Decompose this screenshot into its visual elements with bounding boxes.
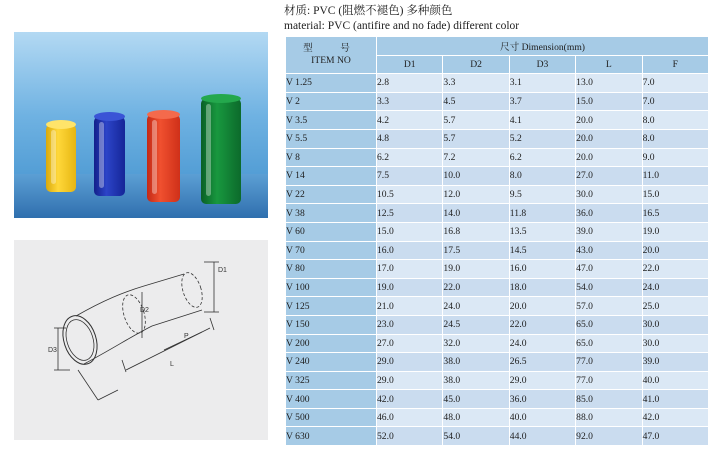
f-cell: 15.0 xyxy=(642,185,708,204)
l-cell: 54.0 xyxy=(576,278,642,297)
col-d2-header: D2 xyxy=(443,55,509,74)
f-cell: 30.0 xyxy=(642,334,708,353)
item-cell: V 2 xyxy=(286,92,377,111)
d1-cell: 29.0 xyxy=(377,371,443,390)
f-cell: 9.0 xyxy=(642,148,708,167)
d3-cell: 3.1 xyxy=(509,74,575,93)
d1-cell: 2.8 xyxy=(377,74,443,93)
item-cell: V 22 xyxy=(286,185,377,204)
table-row xyxy=(286,74,709,93)
table-row xyxy=(286,297,709,316)
d1-cell: 17.0 xyxy=(377,260,443,279)
d3-cell: 6.2 xyxy=(509,148,575,167)
item-cell: V 125 xyxy=(286,297,377,316)
d1-cell: 19.0 xyxy=(377,278,443,297)
item-cell: V 100 xyxy=(286,278,377,297)
d1-cell: 27.0 xyxy=(377,334,443,353)
label-l: L xyxy=(170,361,174,368)
f-cell: 41.0 xyxy=(642,390,708,409)
l-cell: 39.0 xyxy=(576,222,642,241)
l-cell: 20.0 xyxy=(576,129,642,148)
f-cell: 39.0 xyxy=(642,353,708,372)
table-row xyxy=(286,241,709,260)
item-cell: V 325 xyxy=(286,371,377,390)
item-cell: V 38 xyxy=(286,204,377,223)
sleeve-diagram xyxy=(14,240,268,440)
d3-cell: 13.5 xyxy=(509,222,575,241)
d2-cell: 38.0 xyxy=(443,353,509,372)
l-cell: 92.0 xyxy=(576,427,642,446)
d3-cell: 26.5 xyxy=(509,353,575,372)
d1-cell: 21.0 xyxy=(377,297,443,316)
f-cell: 8.0 xyxy=(642,111,708,130)
table-row xyxy=(286,315,709,334)
item-cell: V 5.5 xyxy=(286,129,377,148)
item-cell: V 14 xyxy=(286,167,377,186)
col-d3-header: D3 xyxy=(509,55,575,74)
d2-cell: 5.7 xyxy=(443,111,509,130)
f-cell: 7.0 xyxy=(642,92,708,111)
d1-cell: 46.0 xyxy=(377,408,443,427)
item-cell: V 630 xyxy=(286,427,377,446)
d1-cell: 10.5 xyxy=(377,185,443,204)
red-cap xyxy=(147,114,180,202)
material-line-en: material: PVC (antifire and no fade) different color xyxy=(284,20,520,32)
item-no-header xyxy=(286,37,377,74)
item-cell: V 80 xyxy=(286,260,377,279)
table-row xyxy=(286,185,709,204)
table-row xyxy=(286,371,709,390)
item-cell: V 400 xyxy=(286,390,377,409)
d3-cell: 5.2 xyxy=(509,129,575,148)
d3-cell: 9.5 xyxy=(509,185,575,204)
table-row xyxy=(286,278,709,297)
d3-cell: 3.7 xyxy=(509,92,575,111)
f-cell: 22.0 xyxy=(642,260,708,279)
f-cell: 20.0 xyxy=(642,241,708,260)
d2-cell: 54.0 xyxy=(443,427,509,446)
col-l-header: L xyxy=(576,55,642,74)
d3-cell: 36.0 xyxy=(509,390,575,409)
d1-cell: 15.0 xyxy=(377,222,443,241)
d2-cell: 24.0 xyxy=(443,297,509,316)
table-row xyxy=(286,353,709,372)
table-row xyxy=(286,148,709,167)
d2-cell: 7.2 xyxy=(443,148,509,167)
table-row xyxy=(286,204,709,223)
label-d2: D2 xyxy=(140,307,149,314)
table-row xyxy=(286,390,709,409)
item-cell: V 150 xyxy=(286,315,377,334)
d3-cell: 44.0 xyxy=(509,427,575,446)
d1-cell: 12.5 xyxy=(377,204,443,223)
item-cell: V 240 xyxy=(286,353,377,372)
f-cell: 47.0 xyxy=(642,427,708,446)
item-no-header-en: ITEM NO xyxy=(311,55,351,67)
table-row xyxy=(286,129,709,148)
item-cell: V 8 xyxy=(286,148,377,167)
table-row xyxy=(286,427,709,446)
l-cell: 65.0 xyxy=(576,315,642,334)
label-d3: D3 xyxy=(48,347,57,354)
dimension-header: 尺寸 Dimension(mm) xyxy=(377,37,709,56)
material-heading xyxy=(284,4,519,34)
d1-cell: 7.5 xyxy=(377,167,443,186)
l-cell: 15.0 xyxy=(576,92,642,111)
d3-cell: 16.0 xyxy=(509,260,575,279)
d2-cell: 32.0 xyxy=(443,334,509,353)
d2-cell: 5.7 xyxy=(443,129,509,148)
f-cell: 8.0 xyxy=(642,129,708,148)
spec-table xyxy=(285,36,709,446)
label-d1: D1 xyxy=(218,267,227,274)
f-cell: 24.0 xyxy=(642,278,708,297)
l-cell: 43.0 xyxy=(576,241,642,260)
f-cell: 25.0 xyxy=(642,297,708,316)
d3-cell: 29.0 xyxy=(509,371,575,390)
f-cell: 7.0 xyxy=(642,74,708,93)
d1-cell: 52.0 xyxy=(377,427,443,446)
label-p: P xyxy=(184,333,189,340)
d3-cell: 20.0 xyxy=(509,297,575,316)
table-header-row xyxy=(286,37,709,56)
l-cell: 27.0 xyxy=(576,167,642,186)
d1-cell: 16.0 xyxy=(377,241,443,260)
d2-cell: 10.0 xyxy=(443,167,509,186)
f-cell: 30.0 xyxy=(642,315,708,334)
col-f-header: F xyxy=(642,55,708,74)
table-row xyxy=(286,222,709,241)
d3-cell: 11.8 xyxy=(509,204,575,223)
item-cell: V 70 xyxy=(286,241,377,260)
f-cell: 42.0 xyxy=(642,408,708,427)
material-line-cn: 材质: PVC (阻燃不褪色) 多种颜色 xyxy=(284,5,453,17)
f-cell: 40.0 xyxy=(642,371,708,390)
d3-cell: 14.5 xyxy=(509,241,575,260)
d3-cell: 18.0 xyxy=(509,278,575,297)
l-cell: 20.0 xyxy=(576,111,642,130)
l-cell: 88.0 xyxy=(576,408,642,427)
l-cell: 13.0 xyxy=(576,74,642,93)
d2-cell: 3.3 xyxy=(443,74,509,93)
l-cell: 47.0 xyxy=(576,260,642,279)
d3-cell: 8.0 xyxy=(509,167,575,186)
table-row xyxy=(286,408,709,427)
item-cell: V 60 xyxy=(286,222,377,241)
d2-cell: 22.0 xyxy=(443,278,509,297)
d2-cell: 17.5 xyxy=(443,241,509,260)
d1-cell: 4.2 xyxy=(377,111,443,130)
d2-cell: 48.0 xyxy=(443,408,509,427)
d1-cell: 3.3 xyxy=(377,92,443,111)
d1-cell: 42.0 xyxy=(377,390,443,409)
l-cell: 36.0 xyxy=(576,204,642,223)
l-cell: 65.0 xyxy=(576,334,642,353)
d3-cell: 4.1 xyxy=(509,111,575,130)
d2-cell: 14.0 xyxy=(443,204,509,223)
l-cell: 85.0 xyxy=(576,390,642,409)
green-cap xyxy=(201,98,241,204)
f-cell: 11.0 xyxy=(642,167,708,186)
d1-cell: 29.0 xyxy=(377,353,443,372)
item-cell: V 1.25 xyxy=(286,74,377,93)
l-cell: 57.0 xyxy=(576,297,642,316)
item-cell: V 3.5 xyxy=(286,111,377,130)
d2-cell: 24.5 xyxy=(443,315,509,334)
blue-cap xyxy=(94,116,125,196)
l-cell: 20.0 xyxy=(576,148,642,167)
table-row xyxy=(286,111,709,130)
d2-cell: 12.0 xyxy=(443,185,509,204)
l-cell: 30.0 xyxy=(576,185,642,204)
l-cell: 77.0 xyxy=(576,353,642,372)
f-cell: 16.5 xyxy=(642,204,708,223)
d3-cell: 22.0 xyxy=(509,315,575,334)
table-row xyxy=(286,260,709,279)
item-cell: V 500 xyxy=(286,408,377,427)
table-row xyxy=(286,92,709,111)
d1-cell: 4.8 xyxy=(377,129,443,148)
d2-cell: 38.0 xyxy=(443,371,509,390)
dimension-drawing xyxy=(14,240,268,440)
d1-cell: 23.0 xyxy=(377,315,443,334)
d2-cell: 4.5 xyxy=(443,92,509,111)
table-body xyxy=(286,74,709,446)
table-row xyxy=(286,167,709,186)
f-cell: 19.0 xyxy=(642,222,708,241)
table-row xyxy=(286,334,709,353)
d3-cell: 40.0 xyxy=(509,408,575,427)
col-d1-header: D1 xyxy=(377,55,443,74)
d1-cell: 6.2 xyxy=(377,148,443,167)
item-cell: V 200 xyxy=(286,334,377,353)
d2-cell: 16.8 xyxy=(443,222,509,241)
yellow-cap xyxy=(46,124,76,192)
product-photo xyxy=(14,32,268,218)
item-no-header-cn: 型 号 xyxy=(303,43,359,55)
d2-cell: 45.0 xyxy=(443,390,509,409)
l-cell: 77.0 xyxy=(576,371,642,390)
d2-cell: 19.0 xyxy=(443,260,509,279)
d3-cell: 24.0 xyxy=(509,334,575,353)
